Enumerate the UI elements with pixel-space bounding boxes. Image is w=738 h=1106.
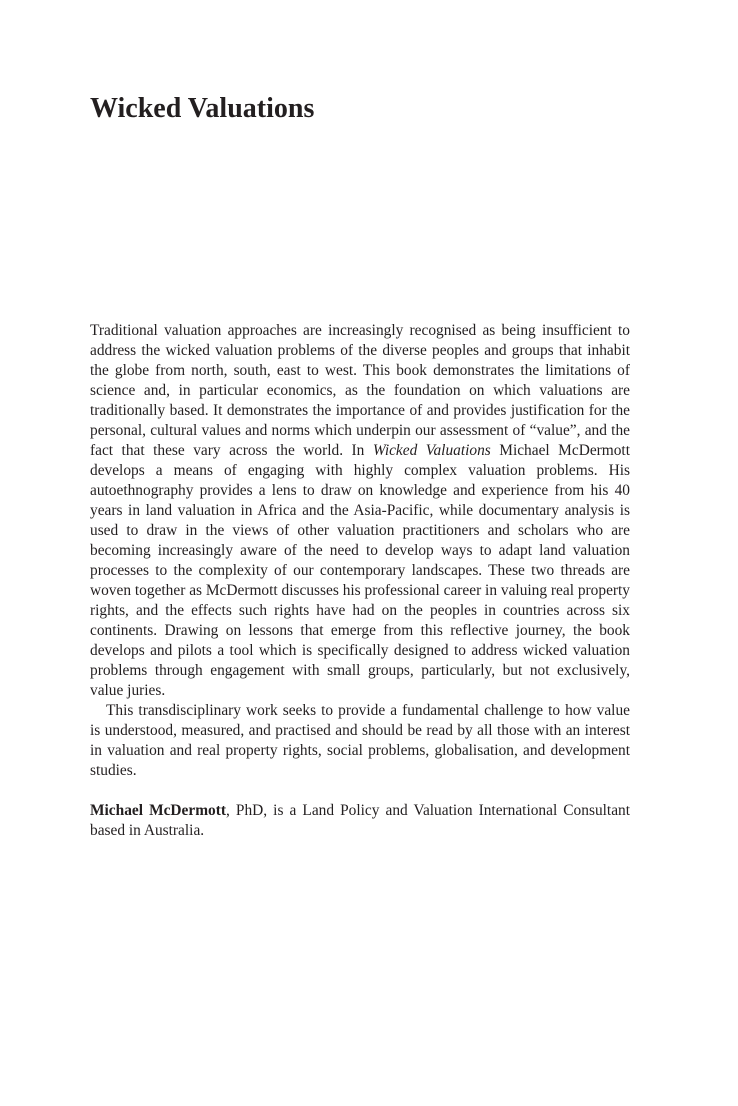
description-paragraph-2: This transdisciplinary work seeks to provide a fundamental challenge to how value is understood, measured, and practised and should be read by all those with an interest in valuation and real property rights, social problems, globalisation, and development studies. bbox=[90, 702, 630, 779]
author-name: Michael McDermott bbox=[90, 802, 226, 819]
description-paragraph-1 bbox=[90, 321, 630, 701]
paragraph-1-italic-title: Wicked Valuations bbox=[372, 442, 491, 459]
paragraph-1-text-a: Traditional valuation approaches are increasingly recognised as being insufficient to address the wicked valuation problems of the diverse peoples and groups that inhabit the globe from north, south, east to west. This book demonstrates the limitations of science and, in particular economics, as the foundation on which valuations are traditionally based. It demonstrates the importance of and provides justification for the personal, cultural values and norms which underpin our assessment of “value”, and the fact that these vary across the world. In bbox=[90, 322, 630, 459]
author-bio bbox=[90, 801, 630, 841]
book-description bbox=[90, 321, 630, 781]
author-bio-text: , PhD, is a Land Policy and Valuation International Consultant based in Australia. bbox=[90, 802, 630, 839]
paragraph-1-text-b: Michael McDermott develops a means of engaging with highly complex valuation problems. His autoethnography provides a lens to draw on knowledge and experience from his 40 years in land valuation in Africa and the Asia-Pacific, while documentary analysis is used to draw in the views of other valuation practitioners and scholars who are becoming increasingly aware of the need to develop ways to adapt land valuation processes to the complexity of our contemporary landscapes. These two threads are woven together as McDermott discusses his professional career in valuing real property rights, and the effects such rights have had on the peoples in countries across six continents. Drawing on lessons that emerge from this reflective journey, the book develops and pilots a tool which is specifically designed to address wicked valuation problems through engagement with small groups, particularly, but not exclusively, value juries. bbox=[90, 442, 630, 699]
book-title: Wicked Valuations bbox=[90, 93, 315, 124]
